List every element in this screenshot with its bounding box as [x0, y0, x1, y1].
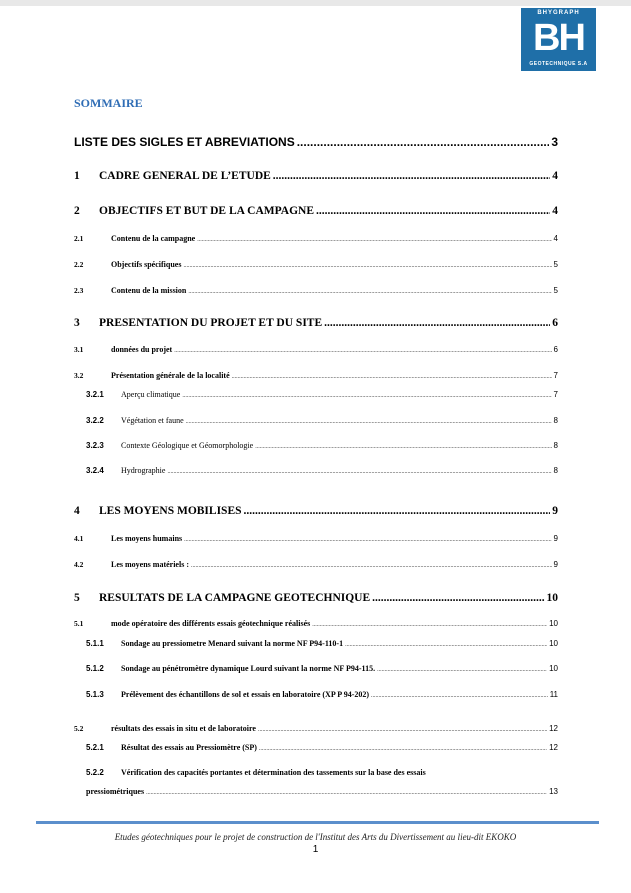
toc-entry-number: 2.3 [74, 286, 84, 295]
toc-entry-title: résultats des essais in situ et de laboratoire [111, 724, 256, 733]
toc-leader [197, 237, 551, 243]
page-number: 1 [312, 844, 319, 855]
toc-entry-5-2-1[interactable] [74, 743, 558, 752]
toc-leader [188, 289, 551, 295]
footer-text: Etudes géotechniques pour le projet de construction de l'Institut des Arts du Divertissement au lieu-dit EKOKO [114, 832, 517, 842]
footer-divider [36, 821, 599, 824]
toc-entry-number: 4.1 [74, 534, 84, 543]
toc-entry-page: 5 [553, 286, 558, 295]
toc-entry-4[interactable] [74, 505, 558, 517]
toc-entry-number: 2 [74, 205, 80, 217]
toc-leader [167, 469, 551, 475]
toc-leader [255, 444, 551, 450]
toc-entry-title: Contenu de la campagne [111, 234, 196, 243]
toc-entry-number: 2.1 [74, 234, 84, 243]
toc-entry-1[interactable] [74, 170, 558, 182]
toc-leader [273, 170, 550, 182]
toc-entry-2-2[interactable] [74, 260, 558, 269]
toc-entry-number: 5.1.1 [86, 639, 104, 648]
toc-entry-3-2-3[interactable] [74, 441, 558, 450]
toc-entry-title: Les moyens humains [111, 534, 183, 543]
toc-entry-4-1[interactable] [74, 534, 558, 543]
toc-leader [345, 642, 547, 648]
toc-entry-sigles[interactable] [74, 135, 558, 149]
toc-leader [244, 505, 551, 517]
toc-entry-page: 10 [549, 639, 558, 648]
toc-entry-title: CADRE GENERAL DE L’ETUDE [99, 170, 271, 182]
toc-entry-number: 5 [74, 592, 80, 604]
toc-entry-page: 9 [553, 560, 558, 569]
toc-entry-page: 10 [549, 619, 558, 628]
toc-entry-5-1-3[interactable] [74, 690, 558, 699]
top-border [0, 0, 631, 6]
toc-entry-3[interactable] [74, 317, 558, 329]
toc-entry-number: 3.2.1 [86, 390, 104, 399]
toc-entry-title: Végétation et faune [121, 416, 184, 425]
toc-leader [182, 393, 551, 399]
toc-entry-number: 3.2.3 [86, 441, 104, 450]
toc-entry-title: Contexte Géologique et Géomorphologie [121, 441, 254, 450]
toc-entry-page: 13 [549, 787, 558, 796]
toc-leader [377, 667, 547, 673]
logo-bottom-text: GEOTECHNIQUE S.A [529, 61, 588, 67]
toc-leader [372, 592, 544, 604]
toc-entry-page: 6 [553, 345, 558, 354]
toc-entry-title: Présentation générale de la localité [111, 371, 230, 380]
toc-entry-number: 3.2 [74, 371, 84, 380]
toc-entry-title: Objectifs spécifiques [111, 260, 182, 269]
toc-entry-5-2-2-continued[interactable] [74, 787, 558, 796]
toc-entry-page: 7 [553, 371, 558, 380]
toc-entry-number: 5.2.1 [86, 743, 104, 752]
logo-top-text: BHYGRAPH [537, 10, 580, 16]
toc-entry-5-1-2[interactable] [74, 664, 558, 673]
toc-leader [259, 746, 547, 752]
toc-entry-title: Hydrographie [121, 466, 166, 475]
toc-entry-number: 2.2 [74, 260, 84, 269]
toc-entry-3-1[interactable] [74, 345, 558, 354]
toc-entry-number: 3.2.2 [86, 416, 104, 425]
toc-entry-4-2[interactable] [74, 560, 558, 569]
toc-entry-title: Contenu de la mission [111, 286, 187, 295]
toc-leader [191, 563, 552, 569]
toc-leader [186, 419, 552, 425]
toc-entry-5-1[interactable] [74, 619, 558, 628]
toc-entry-2-3[interactable] [74, 286, 558, 295]
toc-entry-number: 4.2 [74, 560, 84, 569]
toc-entry-page: 4 [552, 205, 558, 217]
toc-leader [184, 537, 551, 543]
toc-entry-title: Sondage au pénétromètre dynamique Lourd suivant la norme NF P94-115. [121, 664, 376, 673]
toc-entry-3-2[interactable] [74, 371, 558, 380]
toc-entry-page: 10 [549, 664, 558, 673]
toc-entry-page: 4 [553, 234, 558, 243]
toc-entry-number: 5.2.2 [86, 768, 104, 777]
toc-entry-number: 5.1.2 [86, 664, 104, 673]
toc-entry-page: 3 [551, 135, 558, 149]
toc-entry-title: données du projet [111, 345, 173, 354]
toc-entry-title: Les moyens matériels : [111, 560, 189, 569]
toc-entry-3-2-1[interactable] [74, 390, 558, 399]
toc-entry-5-2[interactable] [74, 724, 558, 733]
toc-entry-page: 6 [552, 317, 558, 329]
toc-entry-5-2-2[interactable] [74, 768, 558, 777]
toc-entry-title: Vérification des capacités portantes et détermination des tassements sur la base des essais [121, 768, 426, 777]
toc-entry-number: 5.1 [74, 619, 84, 628]
toc-entry-number: 1 [74, 170, 80, 182]
toc-leader [146, 790, 547, 796]
toc-entry-page: 8 [553, 416, 558, 425]
toc-entry-page: 8 [553, 466, 558, 475]
toc-leader [183, 263, 551, 269]
toc-entry-number: 3.2.4 [86, 466, 104, 475]
toc-entry-title: PRESENTATION DU PROJET ET DU SITE [99, 317, 323, 329]
toc-entry-number: 5.2 [74, 724, 84, 733]
toc-entry-page: 8 [553, 441, 558, 450]
toc-entry-2-1[interactable] [74, 234, 558, 243]
toc-leader [371, 693, 548, 699]
toc-entry-5-1-1[interactable] [74, 639, 558, 648]
toc-entry-number: 5.1.3 [86, 690, 104, 699]
toc-leader [316, 205, 550, 217]
toc-entry-number: 3 [74, 317, 80, 329]
toc-entry-page: 12 [549, 743, 558, 752]
toc-entry-page: 9 [553, 534, 558, 543]
toc-entry-title: LES MOYENS MOBILISES [99, 505, 242, 517]
toc-entry-3-2-4[interactable] [74, 466, 558, 475]
toc-entry-title: mode opératoire des différents essais géotechnique réalisés [111, 619, 311, 628]
toc-entry-title: RESULTATS DE LA CAMPAGNE GEOTECHNIQUE [99, 592, 371, 604]
toc-entry-page: 12 [549, 724, 558, 733]
toc-leader [297, 135, 550, 149]
toc-entry-2[interactable] [74, 205, 558, 217]
toc-entry-title: Prélèvement des échantillons de sol et essais en laboratoire (XP P 94-202) [121, 690, 370, 699]
toc-entry-page: 11 [549, 690, 558, 699]
toc-heading: SOMMAIRE [74, 96, 143, 110]
toc-entry-number: 4 [74, 505, 80, 517]
toc-entry-3-2-2[interactable] [74, 416, 558, 425]
toc-leader [324, 317, 550, 329]
toc-entry-title: Sondage au pressiometre Menard suivant la norme NF P94-110-1 [121, 639, 344, 648]
logo-monogram: BH [533, 17, 584, 59]
company-logo [521, 8, 596, 71]
toc-leader [258, 727, 547, 733]
toc-entry-title: OBJECTIFS ET BUT DE LA CAMPAGNE [99, 205, 315, 217]
toc-entry-first-line [74, 768, 558, 777]
toc-entry-page: 9 [552, 505, 558, 517]
toc-entry-number: 3.1 [74, 345, 84, 354]
toc-entry-5[interactable] [74, 592, 558, 604]
toc-entry-page: 5 [553, 260, 558, 269]
toc-entry-title-continued: pressiométriques [86, 787, 145, 796]
toc-entry-title: Résultat des essais au Pressiomètre (SP) [121, 743, 257, 752]
toc-entry-title: LISTE DES SIGLES ET ABREVIATIONS [74, 135, 295, 149]
toc-leader [232, 374, 552, 380]
toc-entry-page: 4 [552, 170, 558, 182]
toc-entry-page: 10 [546, 592, 558, 604]
toc-leader [312, 622, 547, 628]
toc-entry-title: Aperçu climatique [121, 390, 181, 399]
toc-leader [174, 348, 551, 354]
toc-entry-page: 7 [553, 390, 558, 399]
